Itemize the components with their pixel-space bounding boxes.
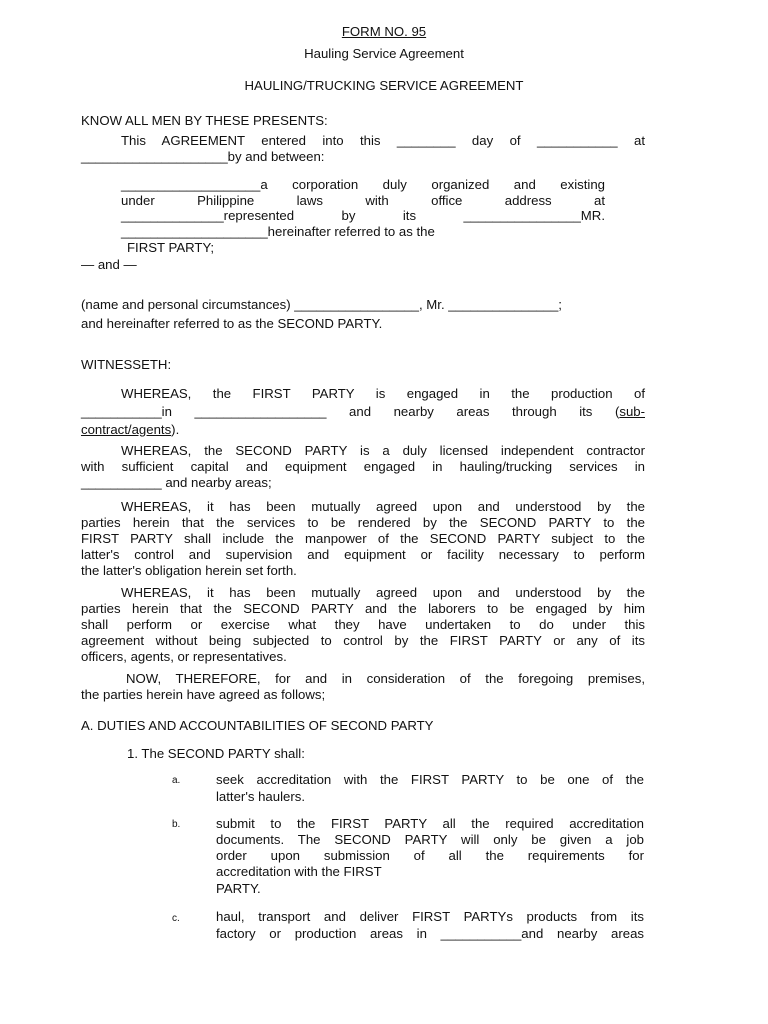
item-b-line-1: submit to the FIRST PARTY all the required accreditation [216, 816, 644, 831]
first-party-line-3: ______________represented by its ________________MR. [121, 208, 605, 223]
item-b-line-3: order upon submission of all the requirements for [216, 848, 644, 863]
whereas-3-line-4: latter's control and supervision and equipment or facility necessary to perform [81, 547, 645, 562]
item-c-marker: c. [172, 913, 180, 924]
item-a-marker: a. [172, 775, 181, 786]
agreement-line-2: ____________________by and between: [81, 149, 325, 164]
whereas-4-line-4: agreement without being subjected to control by the FIRST PARTY or any of its [81, 633, 645, 648]
whereas-1-line-2 [81, 404, 645, 420]
know-all-men-heading: KNOW ALL MEN BY THESE PRESENTS: [81, 113, 328, 128]
sub-contract-link-part-1: sub- [619, 404, 645, 419]
agreement-line-1: This AGREEMENT entered into this ________ day of ___________ at [121, 133, 645, 148]
whereas-2-line-3: ___________ and nearby areas; [81, 475, 272, 490]
witnesseth-heading: WITNESSETH: [81, 357, 172, 372]
whereas-2-line-2: with sufficient capital and equipment engaged in hauling/trucking services in [81, 459, 645, 474]
now-therefore-line-1: NOW, THEREFORE, for and in consideration of the foregoing premises, [126, 671, 645, 686]
whereas-4-line-2: parties herein that the SECOND PARTY and the laborers to be engaged by him [81, 601, 645, 616]
whereas-3-line-1: WHEREAS, it has been mutually agreed upon and understood by the [121, 499, 645, 514]
whereas-1-line-3 [81, 422, 179, 438]
document-title: HAULING/TRUCKING SERVICE AGREEMENT [244, 78, 524, 93]
now-therefore-line-2: the parties herein have agreed as follows; [81, 687, 326, 702]
whereas-3-line-5: the latter's obligation herein set forth. [81, 563, 297, 578]
whereas-3-line-2: parties herein that the services to be rendered by the SECOND PARTY to the [81, 515, 645, 530]
item-b-line-2: documents. The SECOND PARTY will only be given a job [216, 832, 644, 847]
whereas-1-line-1: WHEREAS, the FIRST PARTY is engaged in the production of [121, 386, 645, 401]
and-separator: — and — [81, 257, 137, 272]
whereas-1-line-3-end: ). [171, 422, 180, 437]
first-party-line-4: ____________________hereinafter referred to as the [121, 224, 435, 239]
item-b-line-4: accreditation with the FIRST [216, 864, 382, 879]
whereas-2-line-1: WHEREAS, the SECOND PARTY is a duly licensed independent contractor [121, 443, 645, 458]
first-party-line-5: FIRST PARTY; [127, 240, 215, 255]
second-party-line-1: (name and personal circumstances) _________________, Mr. _______________; [81, 297, 562, 312]
whereas-1-line-2-text: ___________in __________________ and nearby areas through its ( [81, 404, 620, 419]
form-subtitle: Hauling Service Agreement [304, 46, 464, 61]
item-a-line-1: seek accreditation with the FIRST PARTY to be one of the [216, 772, 644, 787]
first-party-line-2: under Philippine laws with office address at [121, 193, 605, 208]
whereas-4-line-3: shall perform or exercise what they have undertaken to do under this [81, 617, 645, 632]
item-c-line-2: factory or production areas in ___________and nearby areas [216, 926, 644, 941]
whereas-4-line-1: WHEREAS, it has been mutually agreed upon and understood by the [121, 585, 645, 600]
item-b-line-5: PARTY. [216, 881, 261, 896]
item-b-marker: b. [172, 819, 181, 830]
item-a-line-2: latter's haulers. [216, 789, 306, 804]
form-number: FORM NO. 95 [341, 24, 427, 39]
sub-contract-link-part-2: contract/agents [81, 422, 172, 437]
first-party-line-1: ___________________a corporation duly organized and existing [121, 177, 605, 192]
second-party-line-2: and hereinafter referred to as the SECOND PARTY. [81, 316, 383, 331]
item-c-line-1: haul, transport and deliver FIRST PARTYs products from its [216, 909, 644, 924]
whereas-3-line-3: FIRST PARTY shall include the manpower of the SECOND PARTY subject to the [81, 531, 645, 546]
whereas-4-line-5: officers, agents, or representatives. [81, 649, 287, 664]
item-1-heading: 1. The SECOND PARTY shall: [127, 746, 305, 761]
section-a-heading: A. DUTIES AND ACCOUNTABILITIES OF SECOND PARTY [81, 718, 434, 733]
